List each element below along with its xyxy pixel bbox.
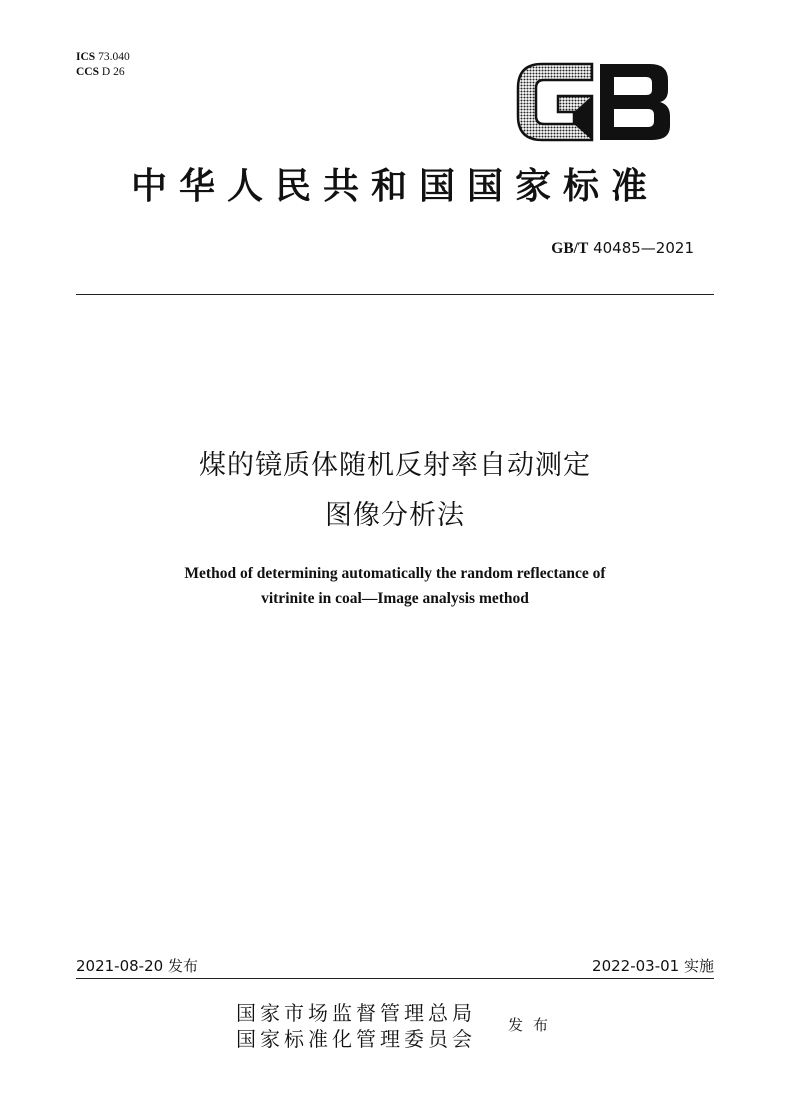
ics-label: ICS (76, 51, 96, 63)
gb-logo-text: GB (514, 60, 516, 61)
ics-code (76, 50, 130, 65)
ics-value: 73.040 (98, 51, 130, 63)
standard-number (551, 238, 694, 259)
footer-divider (76, 978, 714, 979)
document-title-en (0, 561, 790, 611)
document-title-cn (0, 441, 790, 541)
header-divider (76, 294, 714, 295)
document-title-en-line1: Method of determining automatically the random reflectance of (184, 565, 606, 582)
issue-action: 发布 (508, 1016, 559, 1034)
implementation-date: 2022-03-01 实施 (592, 957, 714, 975)
issue-date: 2021-08-20 发布 (76, 957, 198, 975)
document-title-en-line2: vitrinite in coal—Image analysis method (261, 590, 529, 607)
classification-codes (76, 50, 130, 80)
ccs-label: CCS (76, 66, 100, 78)
document-title-cn-line1: 煤的镜质体随机反射率自动测定 (199, 450, 591, 481)
issuer-sac: 国家标准化管理委员会 (236, 1027, 476, 1051)
ccs-value: D 26 (101, 66, 125, 78)
standard-type-title: 中华人民共和国国家标准 (130, 165, 659, 207)
standard-number-value: 40485—2021 (593, 239, 694, 257)
issuing-authorities (236, 1000, 476, 1052)
document-title-cn-line2: 图像分析法 (325, 500, 465, 531)
issuer-samr: 国家市场监督管理总局 (236, 1001, 476, 1025)
ccs-code (76, 65, 130, 80)
standard-number-prefix: GB/T (551, 240, 589, 257)
gb-logo (514, 60, 674, 144)
